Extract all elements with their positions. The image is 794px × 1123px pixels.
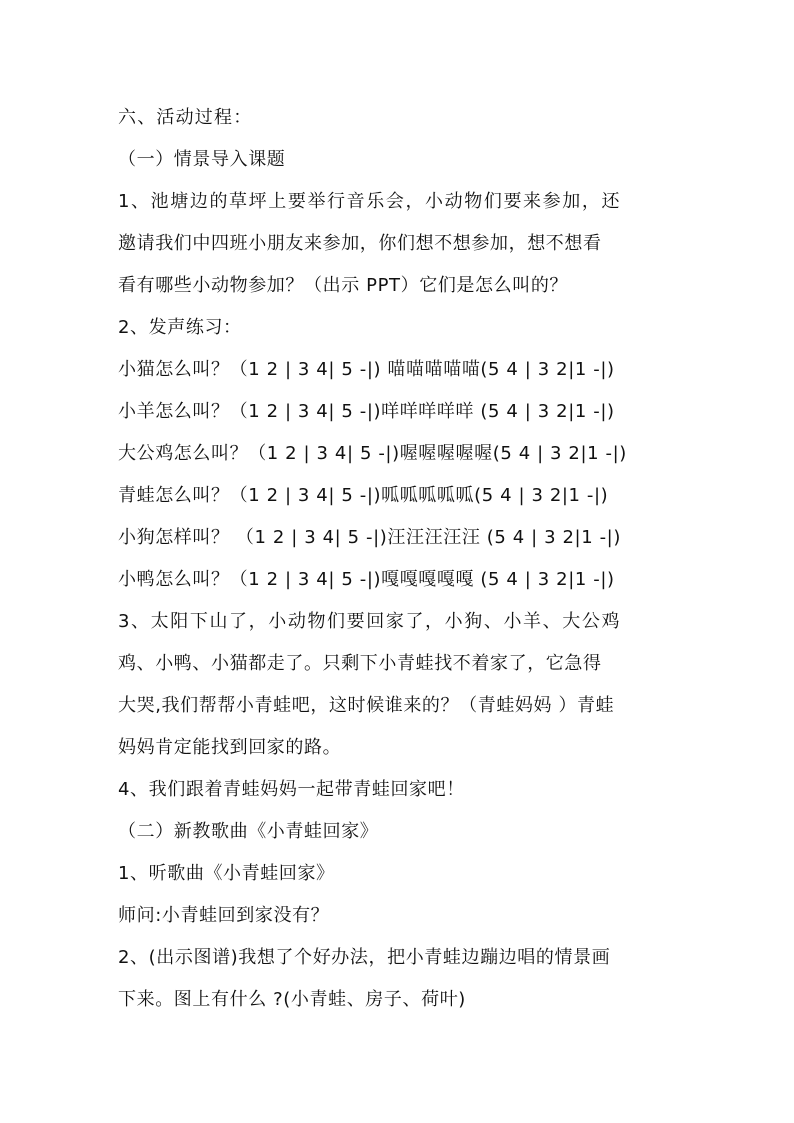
paragraph-line: 妈妈肯定能找到回家的路。 — [118, 737, 342, 758]
practice-line: 小狗怎样叫？ （1 2 | 3 4| 5 -|)汪汪汪汪汪 (5 4 | 3 2|1 -|) — [118, 527, 621, 548]
paragraph-line: 1、听歌曲《小青蛙回家》 — [118, 863, 335, 884]
practice-line: 小羊怎么叫？（1 2 | 3 4| 5 -|)咩咩咩咩咩 (5 4 | 3 2|1 -|) — [118, 401, 615, 422]
paragraph-line: 2、(出示图谱)我想了个好办法，把小青蛙边蹦边唱的情景画 — [118, 947, 611, 968]
paragraph-line: 鸡、小鸭、小猫都走了。只剩下小青蛙找不着家了，它急得 — [118, 653, 602, 674]
paragraph-line: 下来。图上有什么 ?(小青蛙、房子、荷叶) — [118, 989, 466, 1010]
practice-line: 小猫怎么叫？（1 2 | 3 4| 5 -|) 喵喵喵喵喵(5 4 | 3 2|1 -|) — [118, 359, 615, 380]
subsection-heading: （二）新教歌曲《小青蛙回家》 — [118, 821, 379, 842]
practice-line: 小鸭怎么叫？（1 2 | 3 4| 5 -|)嘎嘎嘎嘎嘎 (5 4 | 3 2|1 -|) — [118, 569, 615, 590]
paragraph-line: 2、发声练习： — [118, 317, 242, 338]
paragraph-line: 3、太阳下山了，小动物们要回家了，小狗、小羊、大公鸡 — [118, 611, 622, 632]
paragraph-line: 大哭,我们帮帮小青蛙吧，这时候谁来的？（青蛙妈妈 ）青蛙 — [118, 695, 615, 716]
paragraph-line: 邀请我们中四班小朋友来参加，你们想不想参加，想不想看 — [118, 233, 602, 254]
section-heading: 六、活动过程： — [118, 107, 253, 128]
subsection-heading: （一）情景导入课题 — [118, 149, 286, 170]
paragraph-line: 师问:小青蛙回到家没有？ — [118, 905, 330, 926]
paragraph-line: 1、池塘边的草坪上要举行音乐会，小动物们要来参加，还 — [118, 191, 622, 212]
practice-line: 大公鸡怎么叫？（1 2 | 3 4| 5 -|)喔喔喔喔喔(5 4 | 3 2|1 -|) — [118, 443, 627, 464]
paragraph-line: 看有哪些小动物参加？（出示 PPT）它们是怎么叫的？ — [118, 275, 569, 296]
practice-line: 青蛙怎么叫？（1 2 | 3 4| 5 -|)呱呱呱呱呱(5 4 | 3 2|1 -|) — [118, 485, 609, 506]
paragraph-line: 4、我们跟着青蛙妈妈一起带青蛙回家吧！ — [118, 779, 465, 800]
